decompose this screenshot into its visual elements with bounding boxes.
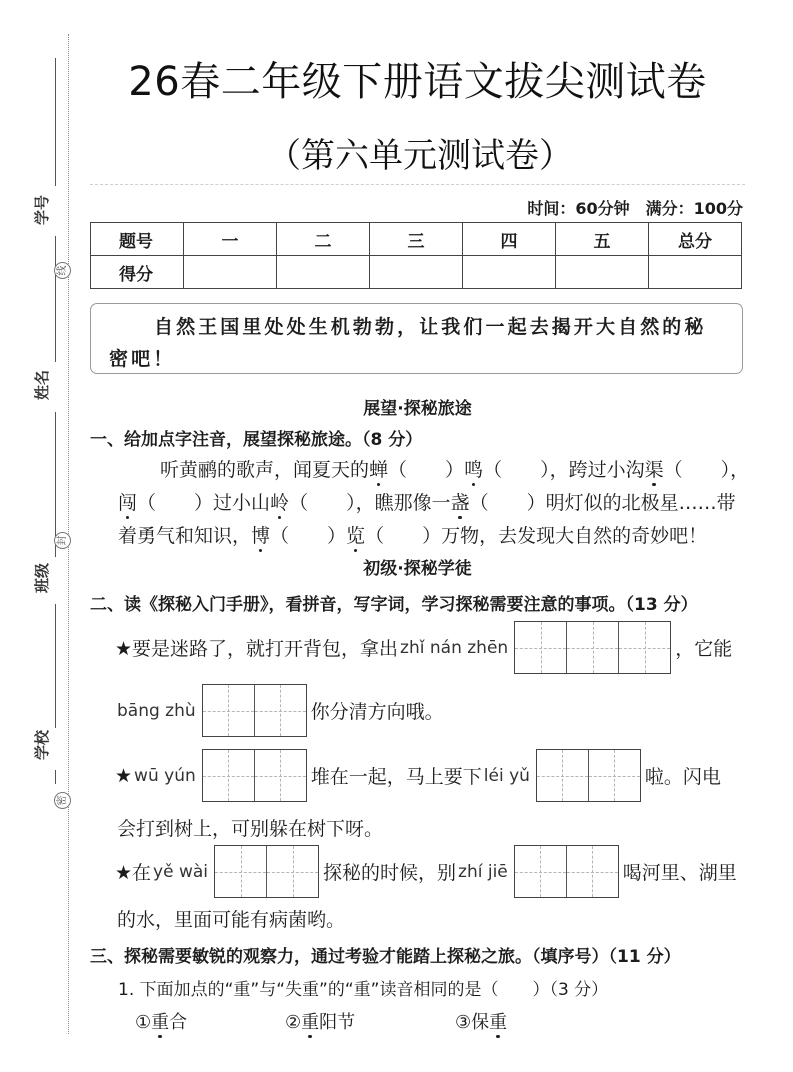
item-text-continued: 的水，里面可能有病菌哟。 bbox=[117, 909, 346, 931]
answer-blank[interactable]: （ ） bbox=[388, 459, 465, 481]
column-header: 二 bbox=[277, 223, 370, 256]
answer-blank[interactable]: （ ） bbox=[469, 492, 546, 514]
text-run: 听黄鹂的歌声，闻夏天的 bbox=[160, 459, 370, 481]
writing-cell[interactable] bbox=[567, 846, 618, 897]
item-text: 堆在一起，马上要下 bbox=[310, 766, 482, 788]
writing-grid[interactable] bbox=[214, 845, 319, 898]
intro-line: 密吧！ bbox=[109, 348, 176, 370]
question-title: 一、给加点字注音，展望探秘旅途。（8 分） bbox=[90, 430, 423, 450]
emphasis-char: 重 bbox=[301, 1012, 320, 1033]
class-label: 班级 bbox=[33, 563, 51, 594]
pinyin-item bbox=[115, 845, 737, 898]
score-cell[interactable] bbox=[556, 256, 649, 289]
emphasis-char: 鸣 bbox=[464, 459, 484, 481]
pinyin-prompt: léi yǔ bbox=[483, 765, 530, 786]
answer-blank[interactable]: （ ） bbox=[289, 492, 356, 514]
score-cell[interactable] bbox=[184, 256, 277, 289]
writing-cell[interactable] bbox=[267, 846, 318, 897]
score-cell[interactable] bbox=[370, 256, 463, 289]
writing-grid[interactable] bbox=[514, 845, 619, 898]
item-text-continued: 会打到树上，可别躲在树下呀。 bbox=[117, 818, 384, 840]
emphasis-char: 渠 bbox=[644, 459, 664, 481]
pinyin-prompt: zhí jiē bbox=[458, 861, 508, 882]
text-run: 万物，去发现大自然的奇妙吧！ bbox=[441, 525, 708, 547]
writing-cell[interactable] bbox=[515, 846, 567, 897]
answer-blank[interactable]: （ ） bbox=[270, 525, 347, 547]
text-run: ，瞧那像一 bbox=[355, 492, 451, 514]
writing-cell[interactable] bbox=[589, 750, 640, 801]
writing-grid[interactable] bbox=[202, 749, 307, 802]
item-text: 你分清方向哦。 bbox=[310, 701, 444, 723]
seal-char-secret: 密 bbox=[54, 792, 71, 809]
student-id-write-line bbox=[55, 58, 56, 186]
writing-grid[interactable] bbox=[514, 621, 671, 674]
student-id-label: 学号 bbox=[33, 195, 51, 226]
score-cell[interactable] bbox=[649, 256, 742, 289]
column-header: 总分 bbox=[649, 223, 742, 256]
writing-cell[interactable] bbox=[619, 622, 670, 673]
score-table-header-row bbox=[91, 223, 742, 256]
passage-line bbox=[118, 521, 707, 548]
intro-box bbox=[90, 303, 743, 374]
emphasis-char: 闯 bbox=[118, 492, 138, 514]
text-run: 着勇气和知识， bbox=[118, 525, 252, 547]
school-label: 学校 bbox=[33, 730, 51, 761]
column-header: 一 bbox=[184, 223, 277, 256]
school-write-line bbox=[55, 604, 56, 728]
text-run: ① bbox=[135, 1012, 152, 1033]
emphasis-char: 岭 bbox=[270, 492, 290, 514]
writing-cell[interactable] bbox=[203, 685, 255, 736]
writing-cell[interactable] bbox=[537, 750, 589, 801]
answer-blank[interactable]: （ ） bbox=[137, 492, 214, 514]
writing-cell[interactable] bbox=[567, 622, 619, 673]
pinyin-item bbox=[115, 684, 444, 737]
answer-blank[interactable]: （ ） bbox=[483, 459, 550, 481]
column-header: 五 bbox=[556, 223, 649, 256]
pinyin-prompt: wū yún bbox=[134, 765, 196, 786]
emphasis-char: 重 bbox=[489, 1012, 508, 1033]
score-table-score-row bbox=[91, 256, 742, 289]
score-table bbox=[90, 222, 742, 289]
exam-subtitle: （第六单元测试卷） bbox=[267, 136, 573, 176]
intro-line: 自然王国里处处生机勃勃，让我们一起去揭开大自然的秘 bbox=[154, 316, 707, 338]
pinyin-item bbox=[115, 621, 732, 674]
header-divider bbox=[90, 184, 745, 185]
emphasis-char: 博 bbox=[251, 525, 271, 547]
exam-title: 26春二年级下册语文拔尖测试卷 bbox=[128, 59, 707, 105]
passage-line bbox=[160, 455, 749, 482]
column-header: 三 bbox=[370, 223, 463, 256]
school-write-line-tail bbox=[55, 770, 56, 784]
question-number-label: 题号 bbox=[91, 223, 184, 256]
writing-grid[interactable] bbox=[202, 684, 307, 737]
item-text: ★要是迷路了，就打开背包，拿出 bbox=[115, 638, 399, 660]
text-run: ， bbox=[730, 459, 750, 481]
pinyin-item bbox=[115, 749, 721, 802]
text-run: 明灯似的北极星……带 bbox=[545, 492, 736, 514]
score-cell[interactable] bbox=[277, 256, 370, 289]
text-run: 过小山 bbox=[213, 492, 271, 514]
emphasis-char: 览 bbox=[346, 525, 366, 547]
writing-cell[interactable] bbox=[515, 622, 567, 673]
score-label: 得分 bbox=[91, 256, 184, 289]
pinyin-prompt: zhǐ nán zhēn bbox=[400, 637, 509, 658]
writing-cell[interactable] bbox=[255, 685, 306, 736]
question-title: 二、读《探秘入门手册》，看拼音，写字词，学习探秘需要注意的事项。（13 分） bbox=[90, 595, 698, 615]
emphasis-char: 重 bbox=[151, 1012, 170, 1033]
item-text: 啦。闪电 bbox=[644, 766, 721, 788]
text-run: 合 bbox=[169, 1012, 188, 1033]
name-write-line bbox=[55, 236, 56, 362]
emphasis-char: 蝉 bbox=[369, 459, 389, 481]
answer-blank[interactable]: （ ） bbox=[365, 525, 442, 547]
choice-option bbox=[285, 1008, 355, 1034]
question-title: 三、探秘需要敏锐的观察力，通过考验才能踏上探秘之旅。（填序号）（11 分） bbox=[90, 947, 681, 967]
score-cell[interactable] bbox=[463, 256, 556, 289]
pinyin-prompt: yě wài bbox=[153, 861, 209, 882]
item-text: ，它能 bbox=[675, 638, 733, 660]
text-run: ，跨过小沟 bbox=[549, 459, 645, 481]
text-run: ② bbox=[285, 1012, 302, 1033]
text-run: ③保 bbox=[455, 1012, 490, 1033]
passage-line bbox=[118, 488, 736, 515]
emphasis-char: 盏 bbox=[450, 492, 470, 514]
item-text: 喝河里、湖里 bbox=[622, 862, 737, 884]
item-text: 探秘的时候，别 bbox=[323, 862, 457, 884]
writing-cell[interactable] bbox=[215, 846, 267, 897]
seal-char-seal: 封 bbox=[54, 532, 71, 549]
writing-cell[interactable] bbox=[203, 750, 255, 801]
item-text: ★在 bbox=[115, 862, 152, 884]
choice-option bbox=[455, 1008, 507, 1034]
writing-grid[interactable] bbox=[536, 749, 641, 802]
name-label: 姓名 bbox=[33, 370, 51, 401]
pinyin-prompt: bāng zhù bbox=[117, 700, 196, 721]
column-header: 四 bbox=[463, 223, 556, 256]
time-score-info: 时间：60分钟 满分：100分 bbox=[527, 199, 743, 218]
answer-blank[interactable]: （ ） bbox=[663, 459, 731, 481]
text-run: 阳节 bbox=[319, 1012, 356, 1033]
seal-char-line: 线 bbox=[54, 262, 71, 279]
stage-heading: 初级·探秘学徒 bbox=[363, 559, 472, 579]
stage-heading: 展望·探秘旅途 bbox=[363, 399, 472, 419]
star-icon: ★ bbox=[115, 764, 133, 787]
sub-question-stem: 1. 下面加点的“重”与“失重”的“重”读音相同的是（ ）（3 分） bbox=[118, 980, 609, 1000]
writing-cell[interactable] bbox=[255, 750, 306, 801]
choice-option bbox=[135, 1008, 187, 1034]
